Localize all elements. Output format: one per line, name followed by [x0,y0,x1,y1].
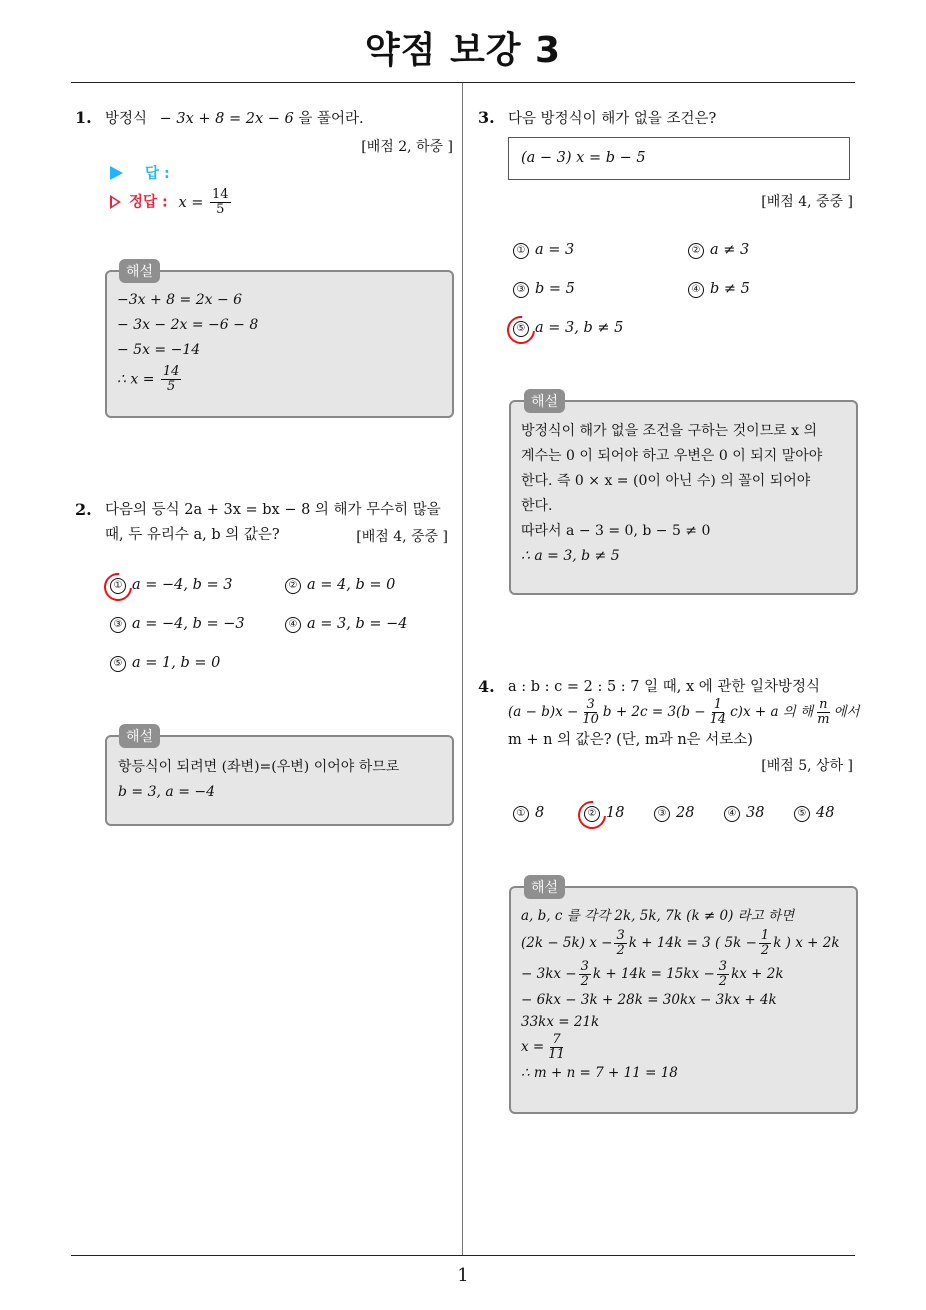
q4-choice-4[interactable] [724,805,764,822]
q4-choice-label: 8 [535,805,545,821]
q1-correct-lhs: x = [178,194,204,211]
q4-choice-label: 28 [676,805,695,821]
q4-expl-line [521,929,840,958]
q4-expl-part: (2k − 5k) x − [521,935,613,951]
q4-choice-1[interactable] [513,805,544,822]
q2-choice-2[interactable] [285,577,395,594]
q4-expl-part: k + 14k = 3 ( 5k − [628,935,757,951]
q3-meta: [배점 4, 중중 ] [761,194,853,210]
q1-correct-label: 정답 : [129,194,168,211]
q1-text-pre: 방정식 [105,111,148,127]
q4-choice-label: 48 [816,805,835,821]
fraction-denominator: m [817,712,830,727]
q4-fraction [708,698,729,727]
fraction-numerator: 3 [586,697,595,712]
q4-expl-fraction [759,929,771,958]
q1-expl-line: − 5x = −14 [117,342,201,358]
fraction-numerator: 14 [212,187,229,202]
circled-number-icon: ⑤ [110,656,126,672]
q4-l2-part: b + 2c = 3(b − [602,704,706,720]
play-icon [110,166,123,180]
q4-l2-part: c)x + a 의 해 [730,704,814,720]
fraction-numerator: 3 [616,928,625,943]
q4-expl-fraction [579,960,591,989]
q2-choice-label: a = 4, b = 0 [307,577,396,593]
q4-fraction [580,698,601,727]
selected-answer-mark-icon [501,310,540,349]
q4-explanation-tag: 해설 [524,875,565,899]
fraction-denominator: 5 [216,202,225,217]
fraction-numerator: 7 [552,1032,561,1047]
q3-explanation-tag: 해설 [524,389,565,413]
q2-choice-label: a = 1, b = 0 [132,655,221,671]
circled-number-icon: ⑤ [513,321,529,337]
q4-line1: a : b : c = 2 : 5 : 7 일 때, x 에 관한 일차방정식 [508,679,821,695]
fraction-numerator: 3 [580,959,589,974]
fraction-denominator: 10 [582,712,599,727]
q1-expl-fraction [161,365,182,394]
circled-number-icon: ② [285,578,301,594]
q1-explanation-tag: 해설 [119,259,160,283]
fraction-denominator: 2 [580,974,589,989]
q4-expl-part: kx + 2k [731,966,784,982]
column-divider [462,83,463,1256]
q1-correct-row [110,188,233,217]
q2-choice-label: a = −4, b = 3 [132,577,233,593]
q2-number: 2. [75,500,92,519]
q2-line2: 때, 두 유리수 a, b 의 값은? [105,527,280,543]
q2-choice-5[interactable] [110,655,220,672]
circled-number-icon: ② [688,243,704,259]
fraction-denominator: 11 [548,1047,565,1062]
q4-explanation-text [521,905,840,1084]
q3-expl-line: ∴ a = 3, b ≠ 5 [521,548,620,564]
q1-text-post: 을 풀어라. [298,111,364,127]
q3-expl-line: 한다. 즉 0 × x = (0이 아닌 수) 의 꼴이 되어야 [521,473,811,489]
q4-expl-part: k ) x + 2k [773,935,840,951]
q3-expl-line: 방정식이 해가 없을 조건을 구하는 것이므로 x 의 [521,423,818,439]
fraction-denominator: 2 [718,974,728,989]
q4-expl-part: − 3kx − [521,966,577,982]
q3-choice-label: a = 3 [535,242,575,258]
q2-explanation-tag: 해설 [119,724,160,748]
q4-choice-label: 38 [746,805,765,821]
page-number: 1 [457,1265,469,1286]
q1-expl-line: − 3x − 2x = −6 − 8 [117,317,259,333]
circled-number-icon: ③ [513,282,529,298]
circled-number-icon: ③ [110,617,126,633]
q3-condition: (a − 3) x = b − 5 [521,150,646,166]
q1-meta: [배점 2, 하중 ] [361,139,453,155]
q4-expl-line: ∴ m + n = 7 + 11 = 18 [521,1065,678,1081]
q4-meta: [배점 5, 상하 ] [761,758,853,774]
circled-number-icon: ④ [285,617,301,633]
q3-choice-label: b = 5 [535,281,575,297]
q1-answer-label: 답 : [145,166,170,182]
q1-expl-line: −3x + 8 = 2x − 6 [117,292,243,308]
circled-number-icon: ③ [654,806,670,822]
q4-expl-fraction [546,1033,567,1062]
fraction-numerator: 1 [760,928,770,943]
fraction-denominator: 2 [760,943,770,958]
q2-expl-line: 항등식이 되려면 (좌변)=(우변) 이어야 하므로 [118,759,400,775]
q2-line1: 다음의 등식 2a + 3x = bx − 8 의 해가 무수히 많을 [105,502,441,518]
outline-triangle-icon [110,195,121,209]
fraction-numerator: n [819,697,828,712]
bottom-rule [71,1255,855,1256]
q4-l2-part: 에서 [833,704,860,720]
q2-choice-label: a = −4, b = −3 [132,616,245,632]
q4-expl-fraction [614,929,626,958]
q4-l2-part: (a − b)x − [508,704,579,720]
q4-choice-5[interactable] [794,805,834,822]
q4-choice-label: 18 [606,805,625,821]
q4-expl-part: k + 14k = 15kx − [592,966,715,982]
circled-number-icon: ① [513,806,529,822]
fraction-denominator: 14 [709,712,727,727]
q4-expl-line [521,960,840,989]
q1-equation: − 3x + 8 = 2x − 6 [159,111,294,127]
q3-choice-1[interactable] [513,242,574,259]
fraction-numerator: 1 [713,697,722,712]
fraction-numerator: 14 [162,364,180,379]
q2-choice-4[interactable] [285,616,407,633]
q4-choice-3[interactable] [654,805,694,822]
q3-choice-3[interactable] [513,281,575,298]
q3-explanation-text [521,419,822,569]
q4-expl-line [521,1033,840,1062]
q3-choice-label: a ≠ 3 [710,242,750,258]
circled-number-icon: ④ [688,282,704,298]
q4-line2 [508,698,860,727]
top-rule [71,82,855,83]
q3-expl-line: 한다. [521,498,553,514]
q4-line3: m + n 의 값은? (단, m과 n은 서로소) [508,732,753,748]
q3-number: 3. [478,108,495,127]
q4-expl-line: 33kx = 21k [521,1014,600,1030]
q4-expl-line: a, b, c 를 각각 2k, 5k, 7k (k ≠ 0) 라고 하면 [521,908,795,924]
fraction-denominator: 5 [167,379,176,394]
q3-expl-line: 계수는 0 이 되어야 하고 우변은 0 이 되지 말아야 [521,448,823,464]
q1-answer-row [110,162,170,186]
q2-choice-3[interactable] [110,616,245,633]
q2-meta: [배점 4, 중중 ] [356,529,448,545]
q3-choice-label: a = 3, b ≠ 5 [535,320,624,336]
q3-expl-line: 따라서 a − 3 = 0, b − 5 ≠ 0 [521,523,711,539]
q4-expl-line: − 6kx − 3k + 28k = 30kx − 3kx + 4k [521,992,777,1008]
q4-expl-part: x = [521,1039,545,1055]
q3-choice-4[interactable] [688,281,750,298]
circled-number-icon: ② [584,806,600,822]
circled-number-icon: ④ [724,806,740,822]
page-title: 약점 보강 3 [364,30,562,71]
fraction-numerator: 3 [718,959,728,974]
q4-number: 4. [478,677,495,696]
q1-correct-fraction [210,188,231,217]
selected-answer-mark-icon [572,795,611,834]
q1-explanation-text [117,288,258,394]
q3-choice-label: b ≠ 5 [710,281,750,297]
fraction-denominator: 2 [616,943,625,958]
q3-text: 다음 방정식이 해가 없을 조건은? [508,111,717,127]
q4-expl-fraction [717,960,729,989]
selected-answer-mark-icon [98,567,137,606]
circled-number-icon: ① [110,578,126,594]
q1-text [105,107,364,131]
q2-choice-label: a = 3, b = −4 [307,616,408,632]
circled-number-icon: ⑤ [794,806,810,822]
q2-explanation-text [118,755,399,805]
q4-fraction [815,698,831,727]
q1-expl-last-lhs: ∴ x = [117,371,155,388]
q1-number: 1. [75,108,92,127]
q3-choice-2[interactable] [688,242,749,259]
q2-expl-line: b = 3, a = −4 [118,784,216,800]
circled-number-icon: ① [513,243,529,259]
q1-expl-last [117,365,258,394]
